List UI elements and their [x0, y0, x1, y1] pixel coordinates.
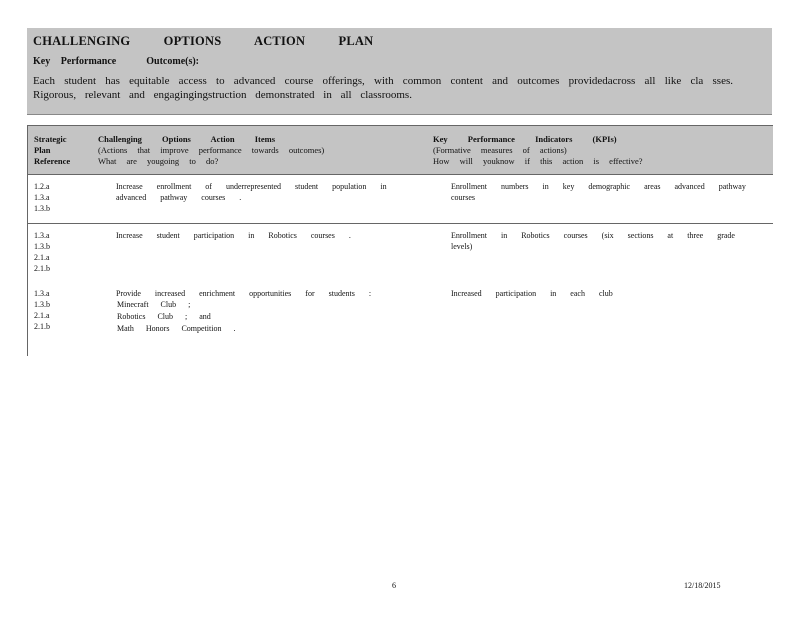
plan-header: [27, 28, 772, 115]
kpi-subtitle-1: (Formative measures of actions): [433, 145, 567, 155]
bullet-icon: [98, 288, 116, 299]
action-text: Increase student participation in Robotics courses .: [116, 231, 351, 240]
row-kpi: [433, 288, 753, 299]
table-row: [28, 224, 773, 280]
ref-item: 2.1.b: [34, 264, 50, 273]
page-title: CHALLENGING OPTIONS ACTION PLAN: [33, 34, 374, 48]
ref-title-line3: Reference: [34, 156, 71, 166]
table-header: [28, 126, 773, 175]
action-text: Provide increased enrichment opportunities for students :: [116, 289, 372, 298]
action-subtitle-1: (Actions that improve performance towards outcomes): [98, 145, 325, 155]
row-action: [98, 288, 398, 335]
kpo-label-part2: Outcome(s):: [146, 56, 200, 67]
header-action-items: [98, 134, 398, 167]
sub-item: [98, 299, 398, 311]
row-action: [98, 181, 398, 203]
ref-title-line2: Plan: [34, 145, 51, 155]
kpi-subtitle-2: How will youknow if this action is effective?: [433, 156, 643, 166]
bullet-icon: [98, 181, 116, 203]
table-row: [28, 282, 773, 352]
row-refs: [34, 230, 84, 274]
ref-item: 1.3.b: [34, 242, 50, 251]
ref-item: 1.3.b: [34, 204, 50, 213]
ref-item: 1.3.a: [34, 193, 50, 202]
action-subtitle-2: What are yougoing to do?: [98, 156, 219, 166]
header-strategic-plan-reference: [34, 134, 94, 167]
page-number: 6: [392, 581, 396, 590]
sub-item-text: Minecraft Club ;: [117, 300, 191, 309]
row-action: [98, 230, 398, 241]
kpi-title: Key Performance Indicators (KPIs): [433, 134, 617, 144]
ref-item: 1.3.a: [34, 289, 50, 298]
bullet-icon: [98, 230, 116, 241]
sub-item: [98, 323, 398, 335]
row-refs: [34, 181, 84, 214]
ref-item: 1.2.a: [34, 182, 50, 191]
kpo-label-part1: Key Performance: [33, 56, 117, 67]
ref-item: 1.3.b: [34, 300, 50, 309]
action-text: Increase enrollment of underrepresented student population in advanced pathway courses .: [116, 182, 387, 202]
row-kpi: [433, 230, 753, 252]
action-plan-table: [27, 125, 773, 356]
outcome-statement: Each student has equitable access to advanced course offerings, with common content and outcomes providedacross all like cla sses. Rigorous, relevant and engagingingstruction demonstrated in all classrooms.: [33, 75, 733, 101]
sub-item-text: Math Honors Competition .: [117, 324, 236, 333]
bullet-icon: [433, 181, 451, 203]
ref-item: 2.1.a: [34, 253, 50, 262]
action-main: [98, 288, 398, 299]
table-row: [28, 175, 773, 224]
sub-item: [98, 311, 398, 323]
row-kpi: [433, 181, 753, 203]
ref-item: 2.1.b: [34, 322, 50, 331]
action-title: Challenging Options Action Items: [98, 134, 276, 144]
row-refs: [34, 288, 84, 332]
kpi-text: Increased participation in each club: [451, 289, 613, 298]
kpi-text: Enrollment in Robotics courses (six sections at three grade levels): [451, 231, 735, 251]
sub-item-text: Robotics Club ; and: [117, 312, 211, 321]
header-kpis: [433, 134, 763, 167]
ref-item: 1.3.a: [34, 231, 50, 240]
ref-title-line1: Strategic: [34, 134, 67, 144]
bullet-icon: [433, 288, 451, 299]
kpo-label: [33, 56, 199, 67]
bullet-icon: [433, 230, 451, 252]
footer-date: 12/18/2015: [684, 581, 721, 590]
ref-item: 2.1.a: [34, 311, 50, 320]
kpi-text: Enrollment numbers in key demographic areas advanced pathway courses: [451, 182, 746, 202]
